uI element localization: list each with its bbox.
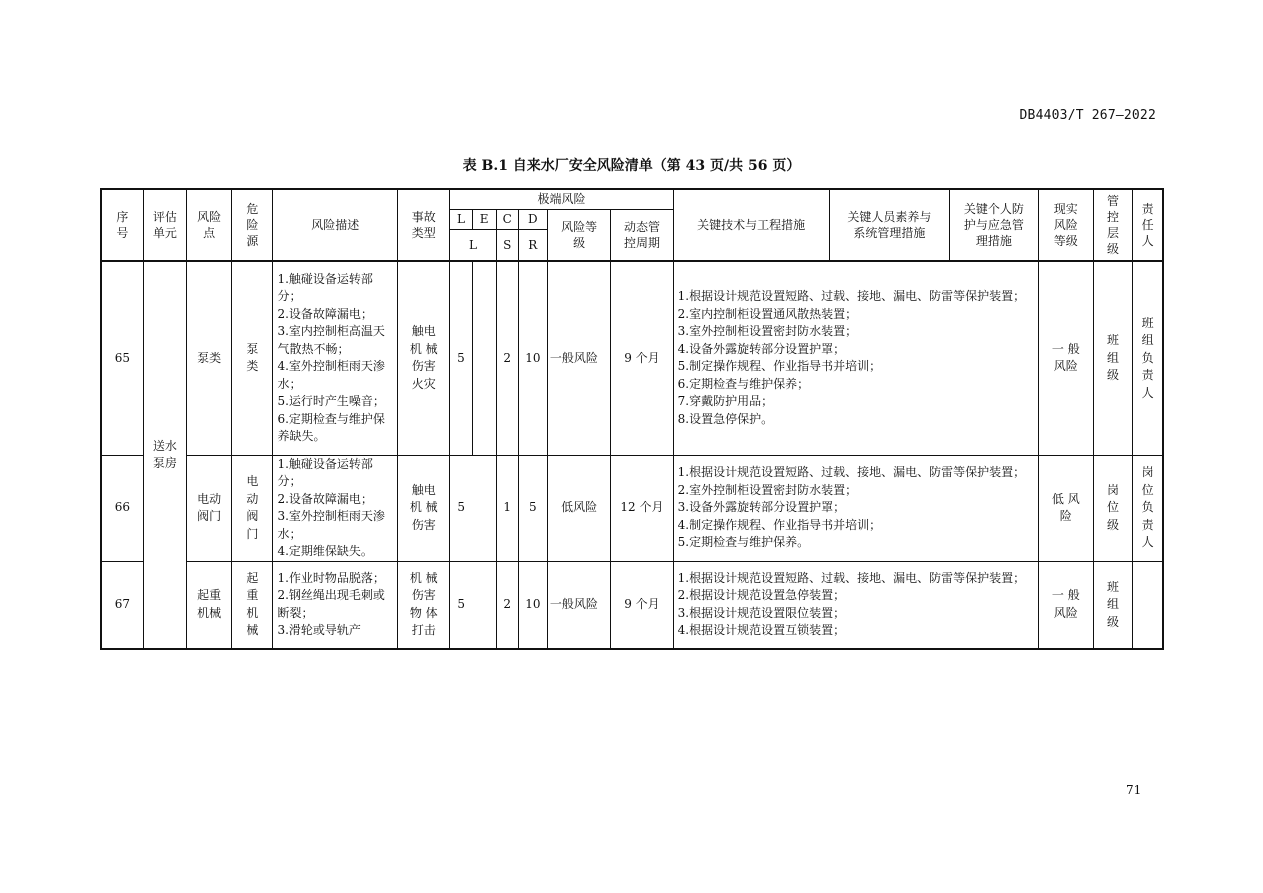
row-source: 电 动 阀 门 — [232, 455, 273, 561]
header-L: L — [450, 209, 472, 229]
header-unit: 评估 单元 — [143, 189, 186, 261]
header-point: 风险 点 — [186, 189, 231, 261]
row-seq: 66 — [101, 455, 143, 561]
row-seq: 67 — [101, 561, 143, 649]
header-D: D — [518, 209, 547, 229]
header-control-tier: 管 控 层 级 — [1093, 189, 1132, 261]
header-S: S — [496, 229, 518, 261]
risk-table — [100, 188, 1164, 650]
row-point: 起重 机械 — [186, 561, 231, 649]
row-L: 5 — [450, 561, 496, 649]
table-row — [101, 455, 1163, 561]
row-L: 5 — [450, 455, 496, 561]
header-L2: L — [450, 229, 496, 261]
row-E — [472, 261, 496, 455]
header-E: E — [472, 209, 496, 229]
row-control-tier: 岗 位 级 — [1093, 455, 1132, 561]
row-responsible — [1133, 561, 1163, 649]
header-tech: 关键技术与工程措施 — [673, 189, 829, 261]
header-responsible: 责 任 人 — [1133, 189, 1163, 261]
row-cycle: 9 个月 — [611, 561, 673, 649]
header-cycle: 动态管 控周期 — [611, 209, 673, 261]
row-D: 10 — [518, 561, 547, 649]
row-accident: 触电 机 械 伤害 — [398, 455, 450, 561]
header-mgmt: 关键人员素养与 系统管理措施 — [829, 189, 950, 261]
row-desc: 1.触碰设备运转部分； 2.设备故障漏电； 3.室外控制柜雨天渗水； 4.定期维保缺失。 — [273, 455, 398, 561]
header-source: 危 险 源 — [232, 189, 273, 261]
header-desc: 风险描述 — [273, 189, 398, 261]
row-tech-measures: 1.根据设计规范设置短路、过载、接地、漏电、防雷等保护装置； 2.室内控制柜设置通风散热装置； 3.室外控制柜设置密封防水装置； 4.设备外露旋转部分设置护罩； 5.制定操作规程、作业指导书并培训； 6.定期检查与维护保养； 7.穿戴防护用品； 8.设置急停保护。 — [673, 261, 1038, 455]
row-desc: 1.触碰设备运转部分； 2.设备故障漏电； 3.室内控制柜高温天气散热不畅； 4.室外控制柜雨天渗水； 5.运行时产生噪音； 6.定期检查与维护保养缺失。 — [273, 261, 398, 455]
header-risk-level: 风险等 级 — [547, 209, 610, 261]
row-cycle: 12 个月 — [611, 455, 673, 561]
row-cycle: 9 个月 — [611, 261, 673, 455]
row-actual-level: 一 般 风险 — [1038, 261, 1093, 455]
header-actual-level: 现实 风险 等级 — [1038, 189, 1093, 261]
header-C: C — [496, 209, 518, 229]
row-point: 电动 阀门 — [186, 455, 231, 561]
row-desc: 1.作业时物品脱落； 2.钢丝绳出现毛刺或断裂； 3.滑轮或导轨产 — [273, 561, 398, 649]
row-source: 起 重 机 械 — [232, 561, 273, 649]
row-actual-level: 一 般 风险 — [1038, 561, 1093, 649]
row-tech-measures: 1.根据设计规范设置短路、过载、接地、漏电、防雷等保护装置； 2.根据设计规范设置急停装置； 3.根据设计规范设置限位装置； 4.根据设计规范设置互锁装置； — [673, 561, 1038, 649]
row-unit: 送水 泵房 — [143, 261, 186, 649]
row-C: 2 — [496, 261, 518, 455]
row-accident: 机 械 伤害 物 体 打击 — [398, 561, 450, 649]
row-L: 5 — [450, 261, 472, 455]
header-ppe: 关键个人防 护与应急管 理措施 — [950, 189, 1038, 261]
table-caption: 表 B.1 自来水厂安全风险清单（第 43 页/共 56 页） — [462, 158, 801, 174]
row-D: 5 — [518, 455, 547, 561]
row-accident: 触电 机 械 伤害 火灾 — [398, 261, 450, 455]
row-tech-measures: 1.根据设计规范设置短路、过载、接地、漏电、防雷等保护装置； 2.室外控制柜设置密封防水装置； 3.设备外露旋转部分设置护罩； 4.制定操作规程、作业指导书并培训； 5.定期检查与维护保养。 — [673, 455, 1038, 561]
row-D: 10 — [518, 261, 547, 455]
page-number: 71 — [1126, 783, 1142, 797]
row-risk-level: 一般风险 — [547, 261, 610, 455]
row-risk-level: 低风险 — [547, 455, 610, 561]
row-responsible: 岗 位 负 责 人 — [1133, 455, 1163, 561]
row-seq: 65 — [101, 261, 143, 455]
row-C: 1 — [496, 455, 518, 561]
row-point: 泵类 — [186, 261, 231, 455]
header-extreme-risk: 极端风险 — [450, 189, 673, 209]
header-R: R — [518, 229, 547, 261]
row-C: 2 — [496, 561, 518, 649]
standard-code: DB4403/T 267—2022 — [1019, 108, 1156, 123]
row-responsible: 班 组 负 责 人 — [1133, 261, 1163, 455]
row-control-tier: 班 组 级 — [1093, 261, 1132, 455]
header-accident: 事故 类型 — [398, 189, 450, 261]
row-control-tier: 班 组 级 — [1093, 561, 1132, 649]
row-risk-level: 一般风险 — [547, 561, 610, 649]
row-source: 泵 类 — [232, 261, 273, 455]
table-row — [101, 561, 1163, 649]
table-row — [101, 261, 1163, 455]
header-seq: 序 号 — [101, 189, 143, 261]
row-actual-level: 低 风 险 — [1038, 455, 1093, 561]
